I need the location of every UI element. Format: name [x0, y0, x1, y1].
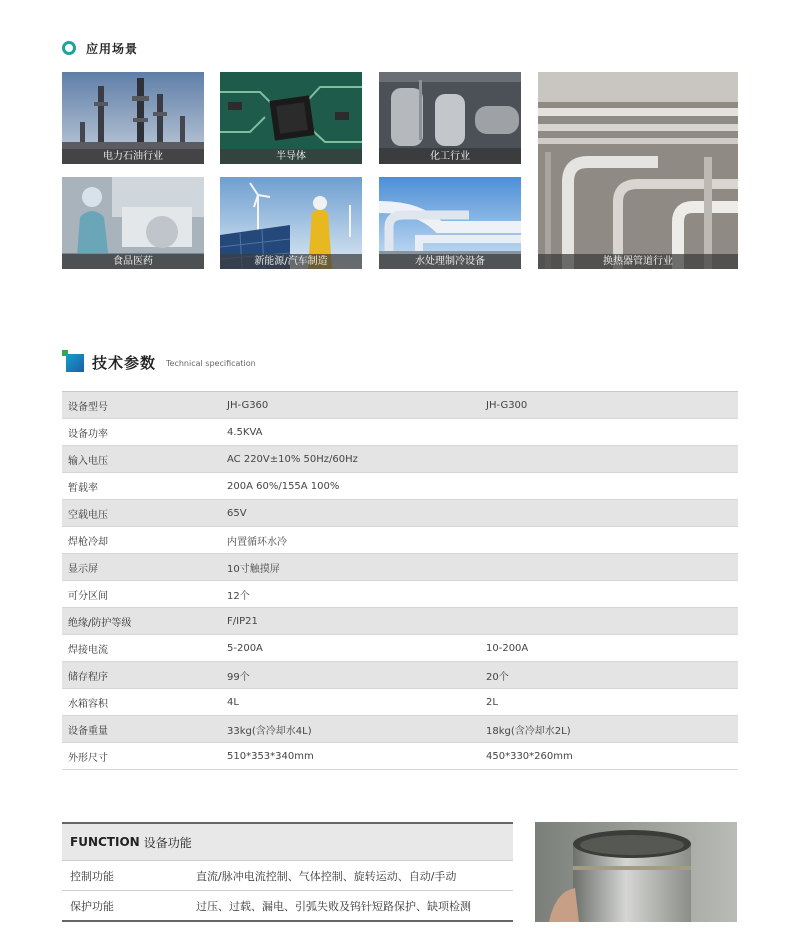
spec-label: 输入电压: [62, 446, 221, 473]
function-key: 控制功能: [70, 869, 114, 883]
section-title-applications: [62, 40, 138, 56]
tile-chemical: [379, 72, 521, 164]
spec-value: 99个: [221, 662, 480, 689]
spec-value: 10-200A: [480, 635, 738, 662]
spec-value: 450*330*260mm: [480, 743, 738, 770]
spec-row: [62, 473, 738, 500]
function-value: 直流/脉冲电流控制、气体控制、旋转运动、自动/手动: [196, 869, 457, 883]
spec-label: 可分区间: [62, 581, 221, 608]
function-row: [62, 860, 513, 890]
tile-caption: 水处理制冷设备: [379, 254, 521, 269]
spec-label: 水箱容积: [62, 689, 221, 716]
spec-label: 设备型号: [62, 392, 221, 419]
function-value: 过压、过载、漏电、引弧失败及钨针短路保护、缺项检测: [196, 899, 471, 913]
spec-value: [480, 581, 738, 608]
spec-label: 暂载率: [62, 473, 221, 500]
spec-label: 显示屏: [62, 554, 221, 581]
spec-label: 储存程序: [62, 662, 221, 689]
spec-value: [480, 608, 738, 635]
applications-title: 应用场景: [86, 41, 139, 56]
spec-row: [62, 392, 738, 419]
tile-refinery: [62, 72, 204, 164]
spec-value: 510*353*340mm: [221, 743, 480, 770]
function-title-en: FUNCTION: [70, 835, 140, 849]
tile-caption: 半导体: [220, 149, 362, 164]
spec-label: 焊接电流: [62, 635, 221, 662]
function-table: [62, 822, 513, 922]
spec-value: 33kg(含冷却水4L): [221, 716, 480, 743]
spec-row: [62, 716, 738, 743]
spec-value: AC 220V±10% 50Hz/60Hz: [221, 446, 480, 473]
spec-value: [480, 446, 738, 473]
spec-value: JH-G300: [480, 392, 738, 419]
spec-value: 4.5KVA: [221, 419, 480, 446]
tile-food-pharma: [62, 177, 204, 269]
spec-row: [62, 500, 738, 527]
spec-value: 5-200A: [221, 635, 480, 662]
function-header: [62, 822, 513, 860]
spec-value: 10寸触摸屏: [221, 554, 480, 581]
spec-value: [480, 473, 738, 500]
tile-heat-exchanger: [538, 72, 738, 269]
spec-title: 技术参数: [92, 354, 157, 372]
spec-row: [62, 581, 738, 608]
spec-value: 4L: [221, 689, 480, 716]
spec-label: 绝缘/防护等级: [62, 608, 221, 635]
spec-subtitle: Technical specification: [166, 359, 256, 368]
brand-square-blue-icon: [66, 354, 84, 372]
spec-row: [62, 662, 738, 689]
tile-water-treatment: [379, 177, 521, 269]
function-key: 保护功能: [70, 899, 114, 913]
spec-label: 焊枪冷却: [62, 527, 221, 554]
welded-pipe-image: [535, 822, 737, 922]
spec-row: [62, 635, 738, 662]
spec-row: [62, 527, 738, 554]
spec-value: 12个: [221, 581, 480, 608]
spec-value: [480, 419, 738, 446]
tile-caption: 换热器管道行业: [538, 254, 738, 269]
spec-label: 设备功率: [62, 419, 221, 446]
spec-value: 2L: [480, 689, 738, 716]
spec-value: [480, 527, 738, 554]
spec-value: F/IP21: [221, 608, 480, 635]
welded-pipe-photo: [535, 822, 737, 922]
spec-label: 设备重量: [62, 716, 221, 743]
tile-caption: 食品医药: [62, 254, 204, 269]
spec-value: 200A 60%/155A 100%: [221, 473, 480, 500]
spec-row: [62, 446, 738, 473]
spec-value: 20个: [480, 662, 738, 689]
spec-value: JH-G360: [221, 392, 480, 419]
spec-value: 18kg(含冷却水2L): [480, 716, 738, 743]
spec-value: [480, 500, 738, 527]
tile-caption: 电力石油行业: [62, 149, 204, 164]
spec-row: [62, 608, 738, 635]
tile-caption: 化工行业: [379, 149, 521, 164]
spec-value: 65V: [221, 500, 480, 527]
tile-semiconductor: [220, 72, 362, 164]
ring-bullet-icon: [62, 41, 76, 55]
spec-row: [62, 554, 738, 581]
spec-row: [62, 689, 738, 716]
function-row: [62, 890, 513, 922]
spec-label: 外形尺寸: [62, 743, 221, 770]
spec-table: [62, 391, 738, 770]
tile-caption: 新能源/汽车制造: [220, 254, 362, 269]
steel-pipes-image: [538, 72, 738, 269]
function-title-cn: 设备功能: [143, 835, 192, 850]
spec-row: [62, 743, 738, 770]
spec-value: 内置循环水冷: [221, 527, 480, 554]
spec-label: 空载电压: [62, 500, 221, 527]
tile-new-energy: [220, 177, 362, 269]
spec-row: [62, 419, 738, 446]
spec-value: [480, 554, 738, 581]
